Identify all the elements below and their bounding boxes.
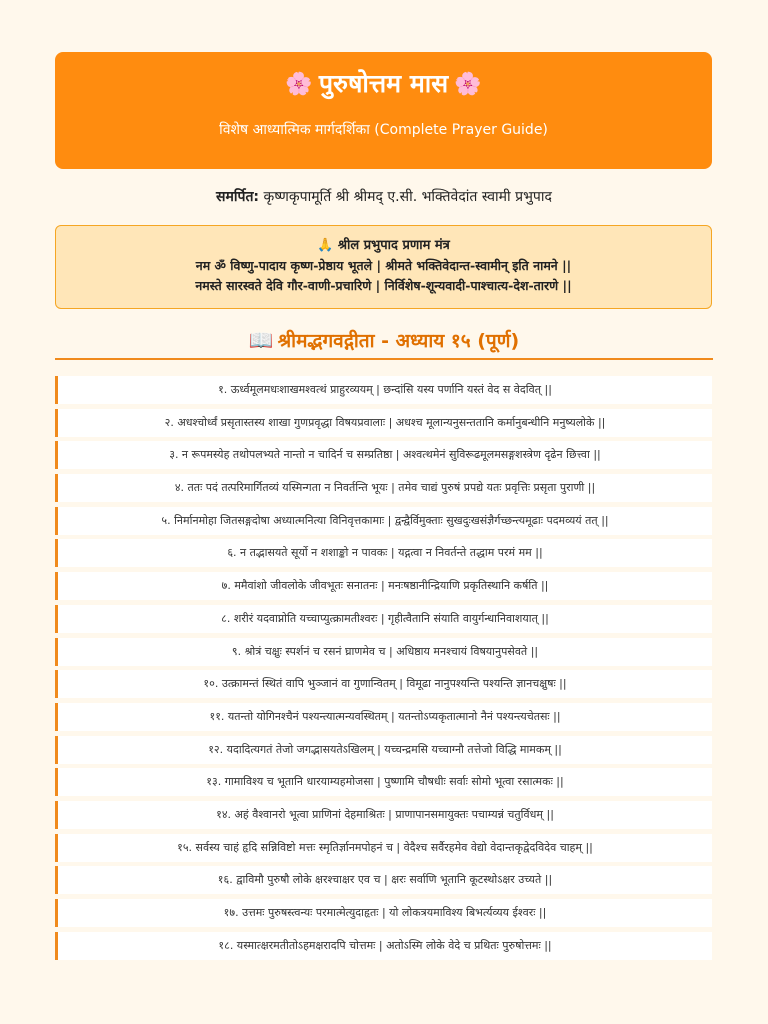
verse-item: १८. यस्मात्क्षरमतीतोऽहमक्षरादपि चोत्तमः | अतोऽस्मि लोके वेदे च प्रथितः पुरुषोत्तमः || bbox=[55, 932, 712, 960]
verse-item: १२. यदादित्यगतं तेजो जगद्भासयतेऽखिलम् | यच्चन्द्रमसि यच्चाग्नौ तत्तेजो विद्धि मामकम् || bbox=[55, 736, 712, 764]
dedication bbox=[0, 186, 768, 208]
header-banner bbox=[55, 52, 712, 169]
verse-item: १६. द्वाविमौ पुरुषौ लोके क्षरश्चाक्षर एव च | क्षरः सर्वाणि भूतानि कूटस्थोऽक्षर उच्यते || bbox=[55, 866, 712, 894]
mantra-title: 🙏 श्रील प्रभुपाद प्रणाम मंत्र bbox=[317, 238, 450, 253]
verse-item: १०. उत्क्रामन्तं स्थितं वापि भुञ्जानं वा गुणान्वितम् | विमूढा नानुपश्यन्ति पश्यन्ति ज्ञानचक्षुषः || bbox=[55, 670, 712, 698]
page-title: पुरुषोत्तम मास bbox=[318, 69, 449, 98]
verse-item: ११. यतन्तो योगिनश्चैनं पश्यन्त्यात्मन्यवस्थितम् | यतन्तोऽप्यकृतात्मानो नैनं पश्यन्त्यचेतसः || bbox=[55, 703, 712, 731]
page-title-row bbox=[55, 66, 712, 103]
verse-item: ७. ममैवांशो जीवलोके जीवभूतः सनातनः | मनःषष्ठानीन्द्रियाणि प्रकृतिस्थानि कर्षति || bbox=[55, 572, 712, 600]
verse-list bbox=[55, 376, 712, 964]
verse-item: ४. ततः पदं तत्परिमार्गितव्यं यस्मिन्गता न निवर्तन्ति भूयः | तमेव चाद्यं पुरुषं प्रपद्ये यतः प्रवृत्तिः प्रसृता पुराणी || bbox=[55, 474, 712, 502]
page-subtitle: विशेष आध्यात्मिक मार्गदर्शिका (Complete Prayer Guide) bbox=[219, 122, 548, 138]
verse-item: १४. अहं वैश्वानरो भूत्वा प्राणिनां देहमाश्रितः | प्राणापानसमायुक्तः पचाम्यन्नं चतुर्विधम् || bbox=[55, 801, 712, 829]
flower-icon: 🌸 bbox=[285, 72, 313, 97]
mantra-line-1: नम ॐ विष्णु-पादाय कृष्ण-प्रेष्ठाय भूतले | श्रीमते भक्तिवेदान्त-स्वामीन् इति नामने || bbox=[195, 258, 572, 273]
verse-item: ८. शरीरं यदवाप्नोति यच्चाप्युत्क्रामतीश्वरः | गृहीत्वैतानि संयाति वायुर्गन्धानिवाशयात् || bbox=[55, 605, 712, 633]
book-icon: 📖 bbox=[248, 328, 274, 352]
verse-item: १३. गामाविश्य च भूतानि धारयाम्यहमोजसा | पुष्णामि चौषधीः सर्वाः सोमो भूत्वा रसात्मकः || bbox=[55, 768, 712, 796]
verse-item: ५. निर्मानमोहा जितसङ्गदोषा अध्यात्मनित्या विनिवृत्तकामाः | द्वन्द्वैर्विमुक्ताः सुखदुःखसंज्ञैर्गच्छन्त्यमूढाः पदमव्ययं तत् || bbox=[55, 507, 712, 535]
mantra-line-2: नमस्ते सारस्वते देवि गौर-वाणी-प्रचारिणे | निर्विशेष-शून्यवादी-पाश्चात्य-देश-तारणे || bbox=[195, 278, 572, 293]
flower-icon: 🌸 bbox=[454, 72, 482, 97]
section-title: श्रीमद्भगवद्गीता - अध्याय १५ (पूर्ण) bbox=[277, 330, 520, 352]
section-divider bbox=[55, 358, 713, 360]
section-heading bbox=[0, 326, 768, 355]
verse-item: ६. न तद्भासयते सूर्यो न शशाङ्को न पावकः | यद्गत्वा न निवर्तन्ते तद्धाम परमं मम || bbox=[55, 539, 712, 567]
verse-item: ३. न रूपमस्येह तथोपलभ्यते नान्तो न चादिर्न च सम्प्रतिष्ठा | अश्वत्थमेनं सुविरूढमूलमसङ्गशस्त्रेण दृढेन छित्त्वा || bbox=[55, 441, 712, 469]
verse-item: १. ऊर्ध्वमूलमधःशाखमश्वत्थं प्राहुरव्ययम् | छन्दांसि यस्य पर्णानि यस्तं वेद स वेदवित् || bbox=[55, 376, 712, 404]
verse-item: २. अधश्चोर्ध्वं प्रसृतास्तस्य शाखा गुणप्रवृद्धा विषयप्रवालाः | अधश्च मूलान्यनुसन्ततानि कर्मानुबन्धीनि मनुष्यलोके || bbox=[55, 409, 712, 437]
verse-item: १७. उत्तमः पुरुषस्त्वन्यः परमात्मेत्युदाहृतः | यो लोकत्रयमाविश्य बिभर्त्यव्यय ईश्वरः || bbox=[55, 899, 712, 927]
dedication-label: समर्पित: bbox=[216, 189, 260, 205]
verse-item: १५. सर्वस्य चाहं हृदि सन्निविष्टो मत्तः स्मृतिर्ज्ञानमपोहनं च | वेदैश्च सर्वैरहमेव वेद्यो वेदान्तकृद्वेदविदेव चाहम् || bbox=[55, 834, 712, 862]
verse-item: ९. श्रोत्रं चक्षुः स्पर्शनं च रसनं घ्राणमेव च | अधिष्ठाय मनश्चायं विषयानुपसेवते || bbox=[55, 638, 712, 666]
mantra-box bbox=[55, 225, 712, 309]
dedication-text: कृष्णकृपामूर्ति श्री श्रीमद् ए.सी. भक्तिवेदांत स्वामी प्रभुपाद bbox=[263, 189, 552, 205]
